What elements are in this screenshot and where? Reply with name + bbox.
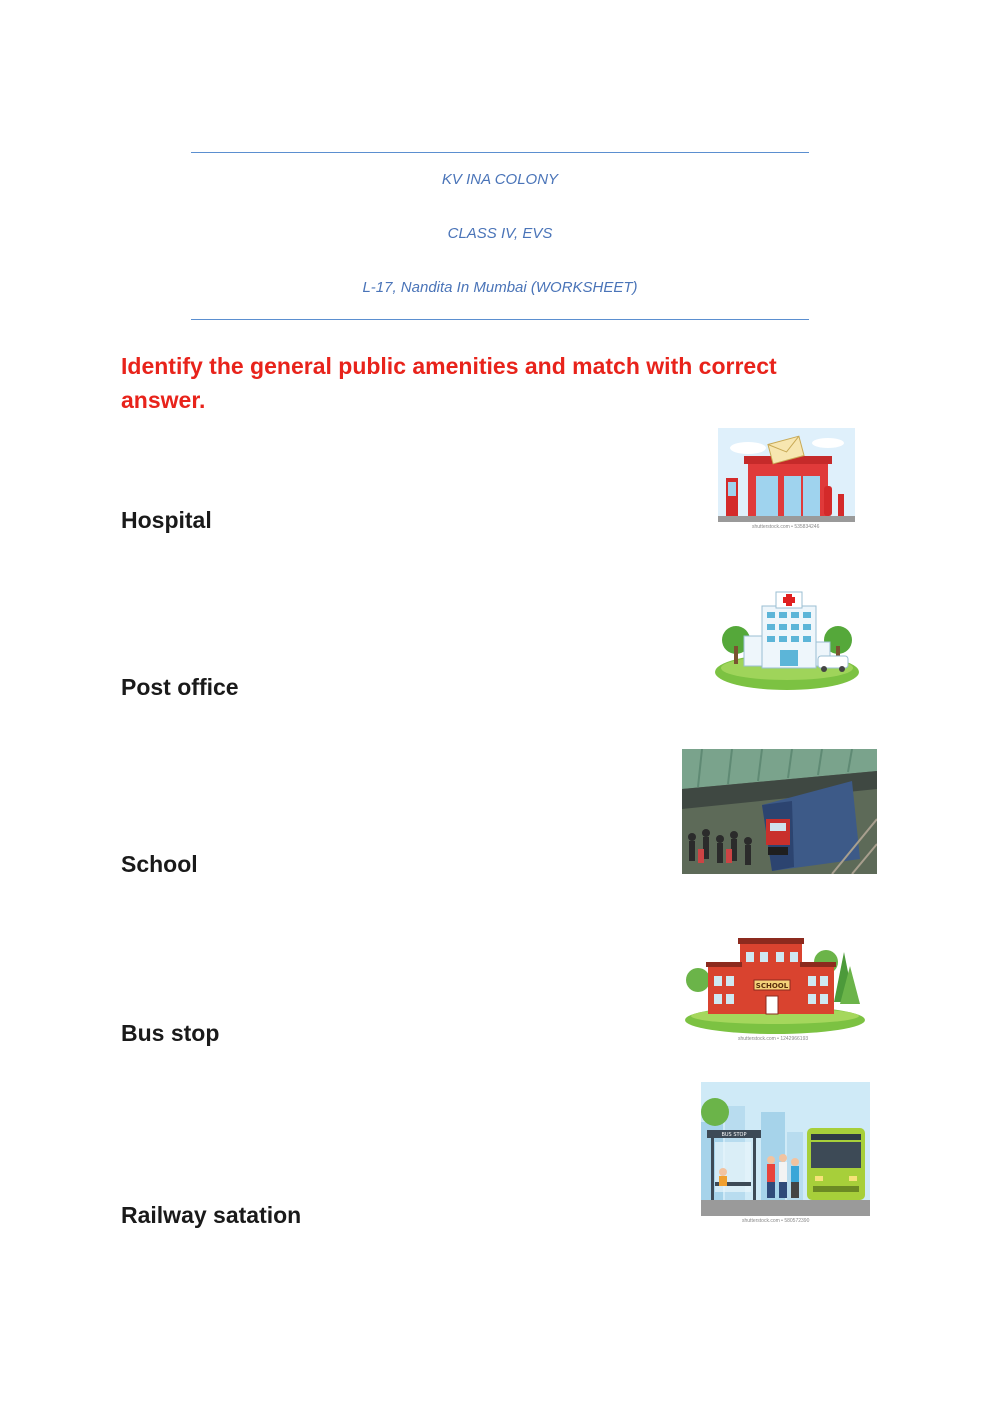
class-subject: CLASS IV, EVS (447, 225, 553, 242)
term-post-office[interactable]: Post office (121, 674, 239, 700)
school-name: KV INA COLONY (441, 171, 559, 188)
term-railway-station[interactable]: Railway satation (121, 1202, 302, 1228)
worksheet-title: L-17, Nandita In Mumbai (WORKSHEET) (362, 279, 638, 296)
hospital-image[interactable] (714, 588, 861, 696)
term-bus-stop[interactable]: Bus stop (121, 1020, 220, 1046)
railway-station-image[interactable] (682, 749, 877, 874)
bus-stop-caption: shutterstock.com • 580572390 (742, 1218, 810, 1224)
post-office-image[interactable] (718, 428, 855, 531)
bus-stop-sign-text: BUS STOP (721, 1132, 747, 1138)
school-image[interactable] (684, 932, 866, 1044)
post-office-caption: shutterstock.com • 535834246 (752, 524, 820, 530)
term-hospital[interactable]: Hospital (121, 507, 212, 533)
instruction-text: Identify the general public amenities and match with correct answer. (121, 353, 777, 413)
school-caption: shutterstock.com • 1242966193 (738, 1036, 809, 1042)
header-top-rule (191, 152, 809, 153)
bus-stop-image[interactable] (701, 1082, 870, 1216)
header-bottom-rule (191, 319, 809, 320)
school-sign-text: SCHOOL (755, 982, 789, 990)
term-school[interactable]: School (121, 851, 198, 877)
